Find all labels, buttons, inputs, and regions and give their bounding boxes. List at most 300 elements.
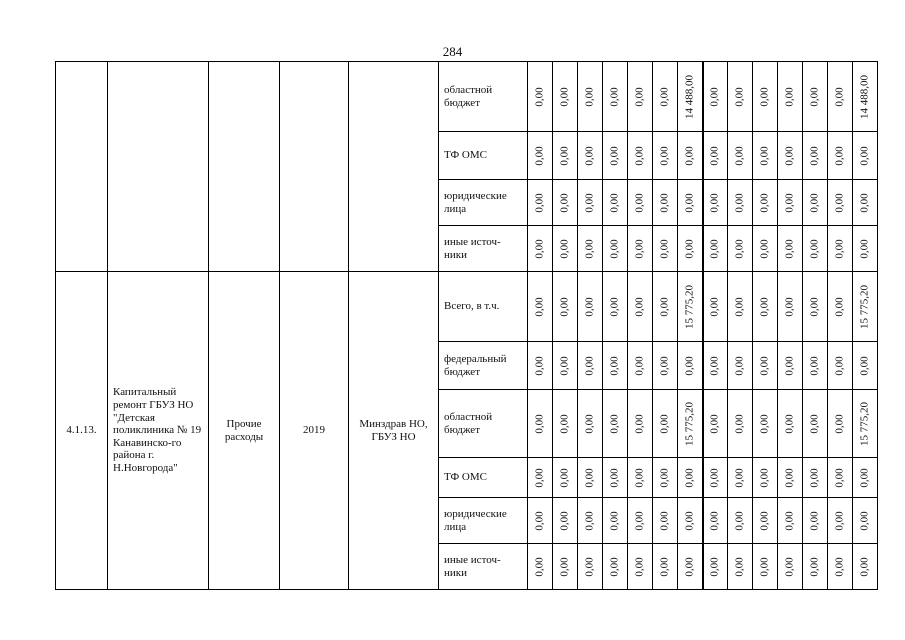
value-text: 0,00 [733,238,746,259]
value-cell [703,342,728,390]
value-cell [753,132,778,180]
value-cell [553,62,578,132]
value-cell [753,180,778,226]
value-text: 0,00 [533,355,546,376]
value-text: 0,00 [633,192,646,213]
value-cell [778,180,803,226]
value-cell [678,544,703,590]
value-cell [778,62,803,132]
value-text: 0,00 [683,467,696,488]
value-cell [628,342,653,390]
value-text: 0,00 [808,145,821,166]
value-text: 0,00 [608,556,621,577]
item-name: Капитальный ремонт ГБУЗ НО "Детская поликлиника № 19 Канавинско-го района г. Н.Новгорода" [108,272,209,590]
value-text: 0,00 [558,556,571,577]
value-text: 0,00 [758,145,771,166]
value-text: 0,00 [633,145,646,166]
value-text: 0,00 [708,467,721,488]
value-text: 0,00 [683,145,696,166]
value-cell [653,62,678,132]
value-text: 0,00 [708,86,721,107]
value-cell [603,498,628,544]
value-text: 0,00 [583,86,596,107]
value-cell [603,180,628,226]
value-cell [528,272,553,342]
value-cell [853,132,878,180]
value-text: 0,00 [558,355,571,376]
value-text: 0,00 [583,556,596,577]
value-text: 0,00 [783,192,796,213]
value-text: 0,00 [708,355,721,376]
value-text: 0,00 [558,238,571,259]
value-cell [678,498,703,544]
value-cell [703,180,728,226]
value-text: 0,00 [733,413,746,434]
value-text: 0,00 [808,355,821,376]
value-text: 0,00 [733,467,746,488]
value-text: 0,00 [658,192,671,213]
value-cell [603,544,628,590]
value-text: 0,00 [683,355,696,376]
value-cell [853,180,878,226]
value-text: 0,00 [858,556,871,577]
value-text: 0,00 [708,510,721,531]
value-text: 0,00 [758,413,771,434]
value-cell [628,544,653,590]
item-year: 2019 [280,272,349,590]
value-text: 0,00 [858,467,871,488]
value-text: 0,00 [558,296,571,317]
value-text: 0,00 [583,296,596,317]
value-text: 0,00 [758,86,771,107]
empty-cell [349,62,439,272]
value-cell [703,132,728,180]
value-cell [653,226,678,272]
value-text: 0,00 [708,296,721,317]
value-cell [603,272,628,342]
value-text: 0,00 [558,192,571,213]
value-cell [728,132,753,180]
value-cell [578,498,603,544]
value-cell [653,342,678,390]
value-text: 0,00 [533,296,546,317]
value-cell [753,272,778,342]
value-cell [853,342,878,390]
value-cell [578,180,603,226]
value-text: 0,00 [658,296,671,317]
value-cell [728,342,753,390]
value-cell [828,226,853,272]
value-cell [778,544,803,590]
value-cell [678,272,703,342]
budget-table [55,61,878,590]
value-text: 0,00 [783,238,796,259]
value-cell [703,544,728,590]
value-cell [678,390,703,458]
value-cell [803,180,828,226]
table-row [56,62,878,132]
value-text: 0,00 [783,355,796,376]
value-cell [603,390,628,458]
value-cell [803,272,828,342]
value-text: 0,00 [658,86,671,107]
value-cell [553,458,578,498]
value-cell [803,226,828,272]
value-text: 0,00 [683,510,696,531]
value-cell [828,458,853,498]
value-cell [678,342,703,390]
item-number: 4.1.13. [56,272,108,590]
value-text: 0,00 [633,556,646,577]
value-text: 0,00 [558,86,571,107]
value-text: 0,00 [633,413,646,434]
value-cell [753,544,778,590]
value-cell [528,544,553,590]
value-cell [628,458,653,498]
value-text: 0,00 [758,238,771,259]
value-cell [703,458,728,498]
value-text: 0,00 [833,510,846,531]
value-text: 0,00 [583,238,596,259]
value-text: 0,00 [608,296,621,317]
value-text: 0,00 [558,413,571,434]
value-cell [728,458,753,498]
value-text: 0,00 [758,556,771,577]
value-cell [703,498,728,544]
executor: Минздрав НО, ГБУЗ НО [349,272,439,590]
value-text: 0,00 [533,510,546,531]
value-text: 0,00 [733,192,746,213]
value-text: 0,00 [533,556,546,577]
value-text: 0,00 [683,238,696,259]
value-cell [528,458,553,498]
value-text: 0,00 [608,510,621,531]
value-cell [728,226,753,272]
value-text: 0,00 [758,192,771,213]
value-cell [828,62,853,132]
value-text: 0,00 [783,296,796,317]
value-text: 0,00 [608,413,621,434]
value-cell [528,342,553,390]
funding-source-label: федеральный бюджет [439,342,528,390]
value-text: 0,00 [733,355,746,376]
value-text: 0,00 [758,355,771,376]
value-text: 0,00 [633,355,646,376]
value-cell [603,132,628,180]
value-cell [653,132,678,180]
value-cell [853,390,878,458]
value-cell [703,390,728,458]
value-text: 0,00 [833,145,846,166]
value-text: 0,00 [708,192,721,213]
value-text: 0,00 [858,238,871,259]
value-text: 0,00 [808,556,821,577]
value-cell [553,180,578,226]
value-text: 0,00 [783,556,796,577]
value-text: 0,00 [533,413,546,434]
value-text: 0,00 [708,238,721,259]
table-row [56,272,878,342]
value-text: 0,00 [583,145,596,166]
value-cell [853,272,878,342]
value-text: 0,00 [783,413,796,434]
funding-source-label: юридические лица [439,180,528,226]
value-cell [803,62,828,132]
value-text: 0,00 [758,510,771,531]
value-text: 0,00 [583,467,596,488]
value-cell [828,342,853,390]
value-cell [528,62,553,132]
value-cell [753,390,778,458]
value-text: 0,00 [633,510,646,531]
value-cell [528,226,553,272]
value-text: 0,00 [858,510,871,531]
page-number: 284 [442,44,463,59]
value-cell [828,544,853,590]
value-text: 0,00 [533,86,546,107]
value-text: 0,00 [783,510,796,531]
funding-source-label: ТФ ОМС [439,458,528,498]
value-text: 0,00 [833,86,846,107]
funding-source-label: областной бюджет [439,62,528,132]
value-cell [578,62,603,132]
value-text: 0,00 [858,192,871,213]
value-cell [728,498,753,544]
value-cell [603,226,628,272]
value-text: 0,00 [533,192,546,213]
value-cell [553,498,578,544]
value-cell [778,132,803,180]
value-cell [653,390,678,458]
value-text: 0,00 [658,556,671,577]
value-cell [753,498,778,544]
value-cell [803,544,828,590]
value-cell [578,458,603,498]
value-text: 0,00 [658,510,671,531]
value-cell [578,342,603,390]
funding-source-label: иные источ-ники [439,226,528,272]
value-text: 0,00 [558,467,571,488]
value-text: 0,00 [783,467,796,488]
value-text: 0,00 [658,467,671,488]
value-cell [578,272,603,342]
value-text: 0,00 [658,355,671,376]
value-cell [578,544,603,590]
value-text: 0,00 [708,556,721,577]
value-text: 0,00 [758,296,771,317]
value-cell [778,226,803,272]
value-text: 0,00 [808,86,821,107]
value-cell [753,226,778,272]
value-text: 0,00 [683,192,696,213]
value-cell [653,458,678,498]
value-cell [853,458,878,498]
value-cell [628,272,653,342]
value-cell [828,180,853,226]
value-cell [653,498,678,544]
value-text: 15 775,20 [683,284,696,329]
value-text: 0,00 [533,145,546,166]
value-text: 0,00 [558,145,571,166]
value-cell [578,226,603,272]
value-text: 0,00 [583,355,596,376]
value-cell [628,390,653,458]
value-cell [778,498,803,544]
value-cell [853,62,878,132]
funding-source-label: иные источ-ники [439,544,528,590]
value-cell [753,342,778,390]
value-cell [678,226,703,272]
value-cell [728,390,753,458]
value-cell [603,342,628,390]
value-cell [578,390,603,458]
value-text: 0,00 [558,510,571,531]
value-text: 0,00 [633,238,646,259]
value-text: 0,00 [833,238,846,259]
value-cell [653,180,678,226]
value-cell [553,390,578,458]
value-cell [778,272,803,342]
value-cell [753,458,778,498]
value-cell [653,544,678,590]
value-text: 0,00 [858,355,871,376]
value-cell [728,544,753,590]
value-cell [703,272,728,342]
value-text: 0,00 [633,467,646,488]
value-text: 0,00 [783,86,796,107]
value-cell [653,272,678,342]
value-cell [703,226,728,272]
value-text: 0,00 [833,355,846,376]
value-text: 0,00 [733,556,746,577]
value-text: 0,00 [808,238,821,259]
value-cell [528,390,553,458]
value-text: 0,00 [583,192,596,213]
value-cell [828,498,853,544]
value-text: 0,00 [833,192,846,213]
value-text: 0,00 [733,145,746,166]
value-text: 0,00 [708,145,721,166]
value-text: 0,00 [833,556,846,577]
empty-cell [56,62,108,272]
value-cell [678,458,703,498]
value-cell [803,498,828,544]
value-cell [603,458,628,498]
value-text: 0,00 [608,192,621,213]
value-text: 0,00 [608,86,621,107]
value-text: 0,00 [808,467,821,488]
value-text: 0,00 [808,296,821,317]
value-cell [628,132,653,180]
value-cell [603,62,628,132]
value-cell [803,342,828,390]
value-cell [728,180,753,226]
value-cell [778,390,803,458]
value-text: 0,00 [583,413,596,434]
value-text: 15 775,20 [858,284,871,329]
value-cell [553,132,578,180]
value-text: 0,00 [833,467,846,488]
value-cell [803,390,828,458]
value-text: 0,00 [658,238,671,259]
value-cell [553,342,578,390]
value-text: 0,00 [608,467,621,488]
value-text: 15 775,20 [858,401,871,446]
value-cell [553,272,578,342]
value-text: 0,00 [833,413,846,434]
value-text: 0,00 [533,467,546,488]
value-text: 0,00 [608,355,621,376]
value-cell [803,458,828,498]
value-cell [628,180,653,226]
value-cell [528,180,553,226]
value-cell [778,342,803,390]
value-cell [853,498,878,544]
value-cell [853,544,878,590]
value-text: 0,00 [583,510,596,531]
value-text: 0,00 [858,145,871,166]
value-cell [678,132,703,180]
value-cell [753,62,778,132]
value-cell [628,498,653,544]
value-text: 0,00 [683,556,696,577]
value-text: 0,00 [608,238,621,259]
empty-cell [108,62,209,272]
value-text: 0,00 [833,296,846,317]
value-cell [728,62,753,132]
value-cell [853,226,878,272]
expense-type: Прочие расходы [209,272,280,590]
value-cell [553,226,578,272]
value-text: 0,00 [808,413,821,434]
value-cell [778,458,803,498]
funding-source-label: юридические лица [439,498,528,544]
value-cell [628,62,653,132]
value-text: 0,00 [733,510,746,531]
value-text: 0,00 [783,145,796,166]
funding-source-label: Всего, в т.ч. [439,272,528,342]
value-text: 0,00 [733,86,746,107]
value-cell [628,226,653,272]
value-cell [828,132,853,180]
value-text: 0,00 [708,413,721,434]
value-text: 14 488,00 [683,74,696,119]
value-text: 0,00 [808,192,821,213]
value-cell [553,544,578,590]
value-text: 14 488,00 [858,74,871,119]
value-cell [828,390,853,458]
value-cell [578,132,603,180]
empty-cell [280,62,349,272]
value-cell [828,272,853,342]
value-cell [678,180,703,226]
value-text: 0,00 [658,413,671,434]
value-text: 0,00 [633,296,646,317]
funding-source-label: ТФ ОМС [439,132,528,180]
value-text: 0,00 [758,467,771,488]
value-text: 0,00 [533,238,546,259]
value-cell [678,62,703,132]
value-text: 0,00 [608,145,621,166]
value-cell [728,272,753,342]
empty-cell [209,62,280,272]
value-text: 15 775,20 [683,401,696,446]
value-cell [528,132,553,180]
value-cell [803,132,828,180]
funding-source-label: областной бюджет [439,390,528,458]
value-cell [528,498,553,544]
value-text: 0,00 [658,145,671,166]
